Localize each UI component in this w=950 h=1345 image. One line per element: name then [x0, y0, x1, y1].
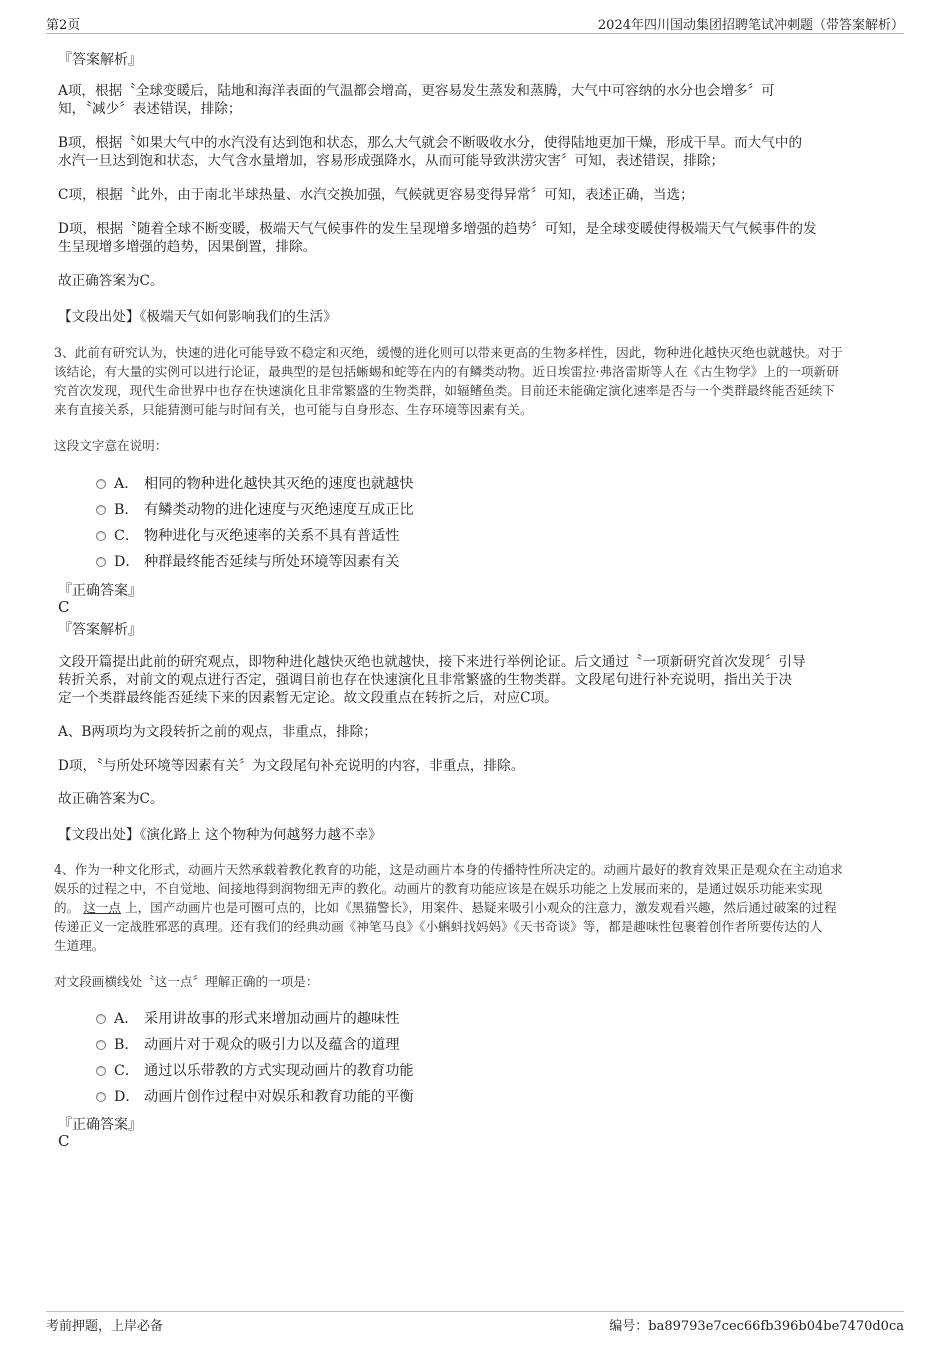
- question-3-line-4: 来有直接关系，只能猜测可能与时间有关，也可能与自身形态、生存环境等因素有关。: [54, 402, 533, 417]
- document-id: 编号：ba89793e7cec66fb396b04be7470d0ca: [609, 1319, 904, 1334]
- q3-option-d[interactable]: D． 种群最终能否延续与所处环境等因素有关: [96, 551, 399, 571]
- correct-answer: C: [58, 1132, 70, 1150]
- q4-option-b[interactable]: B． 动画片对于观众的吸引力以及蕴含的道理: [96, 1034, 399, 1054]
- q3-analysis-line-3: 定一个类群最终能否延续下来的因素暂无定论。故文段重点在转折之后，对应C项。: [58, 690, 558, 706]
- question-4-line-3: 的。 这一点 上，国产动画片也是可圈可点的，比如《黑猫警长》，用案件、悬疑来吸引小观众的注意力，激发观看兴趣，然后通过破案的过程: [54, 900, 837, 915]
- q4-option-d[interactable]: D． 动画片创作过程中对娱乐和教育功能的平衡: [96, 1086, 414, 1106]
- radio-icon[interactable]: [96, 557, 106, 567]
- q3-option-c[interactable]: C． 物种进化与灭绝速率的关系不具有普适性: [96, 525, 399, 545]
- radio-icon[interactable]: [96, 505, 106, 515]
- question-4-line-2: 娱乐的过程之中，不自觉地、间接地得到润物细无声的教化。动画片的教育功能应该是在娱乐功能之上发展而来的，是通过娱乐功能来实现: [54, 881, 823, 896]
- radio-icon[interactable]: [96, 479, 106, 489]
- question-4-prompt: 对文段画横线处〝这一点〞理解正确的一项是：: [54, 974, 319, 989]
- radio-icon[interactable]: [96, 1066, 106, 1076]
- radio-icon[interactable]: [96, 1040, 106, 1050]
- conclusion: 故正确答案为C。: [58, 273, 164, 289]
- question-3-line-1: 3、此前有研究认为，快速的进化可能导致不稳定和灭绝，缓慢的进化则可以带来更高的生物多样性，因此，物种进化越快灭绝也就越快。对于: [54, 345, 843, 360]
- q3-option-a[interactable]: A． 相同的物种进化越快其灭绝的速度也就越快: [96, 473, 414, 493]
- radio-icon[interactable]: [96, 531, 106, 541]
- page-header: [46, 14, 904, 34]
- q3-analysis-line-1: 文段开篇提出此前的研究观点，即物种进化越快灭绝也就越快，接下来进行举例论证。后文通过〝一项新研究首次发现〞引导: [58, 654, 806, 670]
- analysis-a-line-2: 知，〝减少〞表述错误，排除；: [58, 101, 242, 117]
- analysis-b-line-2: 水汽一旦达到饱和状态，大气含水量增加，容易形成强降水，从而可能导致洪涝灾害〞可知，表述错误，排除；: [58, 153, 725, 169]
- document-title: 2024年四川国动集团招聘笔试冲刺题（带答案解析）: [597, 18, 904, 33]
- q4-option-c[interactable]: C． 通过以乐带教的方式实现动画片的教育功能: [96, 1060, 414, 1080]
- conclusion: 故正确答案为C。: [58, 791, 164, 807]
- analysis-b-line-1: B项，根据〝如果大气中的水汽没有达到饱和状态，那么大气就会不断吸收水分，使得陆地更加干燥，形成干旱。而大气中的: [58, 135, 803, 151]
- q3-option-b[interactable]: B． 有鳞类动物的进化速度与灭绝速度互成正比: [96, 499, 414, 519]
- page-footer: [46, 1311, 904, 1333]
- radio-icon[interactable]: [96, 1014, 106, 1024]
- analysis-a-line-1: A项，根据〝全球变暖后，陆地和海洋表面的气温都会增高，更容易发生蒸发和蒸腾，大气中可容纳的水分也会增多〞可: [58, 83, 775, 99]
- q3-analysis-d: D项，〝与所处环境等因素有关〞为文段尾句补充说明的内容，非重点，排除。: [58, 758, 525, 774]
- question-3-prompt: 这段文字意在说明：: [54, 438, 168, 453]
- source-citation: 【文段出处】《演化路上 这个物种为何越努力越不幸》: [58, 827, 382, 843]
- analysis-label: 『答案解析』: [58, 52, 142, 68]
- question-4-line-1: 4、作为一种文化形式，动画片天然承载着教化教育的功能，这是动画片本身的传播特性所决定的。动画片最好的教育效果正是观众在主动追求: [54, 862, 843, 877]
- question-4-line-5: 生道理。: [54, 938, 105, 953]
- footer-slogan: 考前押题，上岸必备: [46, 1319, 164, 1334]
- source-citation: 【文段出处】《极端天气如何影响我们的生活》: [58, 309, 337, 325]
- q3-analysis-line-2: 转折关系，对前文的观点进行否定，强调目前也存在快速演化且非常繁盛的生物类群。文段尾句进行补充说明，指出关于决: [58, 672, 793, 688]
- question-3-line-3: 究首次发现，现代生命世界中也存在快速演化且非常繁盛的生物类群，如辐鳍鱼类。目前还未能确定演化速率是否与一个类群最终能否延续下: [54, 383, 835, 398]
- analysis-label: 『答案解析』: [58, 622, 142, 638]
- page-number: 第2页: [46, 18, 81, 33]
- underlined-phrase: 这一点: [83, 900, 121, 915]
- question-3-line-2: 该结论，有大量的实例可以进行论证，最典型的是包括蜥蜴和蛇等在内的有鳞类动物。近日埃雷拉·弗洛雷斯等人在《古生物学》上的一项新研: [54, 364, 839, 379]
- correct-answer: C: [58, 598, 70, 616]
- question-4-line-4: 传递正义一定战胜邪恶的真理。还有我们的经典动画《神笔马良》《小蝌蚪找妈妈》《天书奇谈》等，都是趣味性包裹着创作者所要传达的人: [54, 919, 823, 934]
- correct-answer-label: 『正确答案』: [58, 583, 142, 599]
- q3-analysis-ab: A、B两项均为文段转折之前的观点，非重点，排除；: [58, 724, 377, 740]
- analysis-d-line-2: 生呈现增多增强的趋势，因果倒置，排除。: [58, 239, 317, 255]
- q4-option-a[interactable]: A． 采用讲故事的形式来增加动画片的趣味性: [96, 1008, 399, 1028]
- correct-answer-label: 『正确答案』: [58, 1117, 142, 1133]
- radio-icon[interactable]: [96, 1092, 106, 1102]
- analysis-c-line: C项，根据〝此外，由于南北半球热量、水汽交换加强，气候就更容易变得异常〞可知，表述正确，当选；: [58, 187, 694, 203]
- analysis-d-line-1: D项，根据〝随着全球不断变暖，极端天气气候事件的发生呈现增多增强的趋势〞可知，是全球变暖使得极端天气气候事件的发: [58, 221, 817, 237]
